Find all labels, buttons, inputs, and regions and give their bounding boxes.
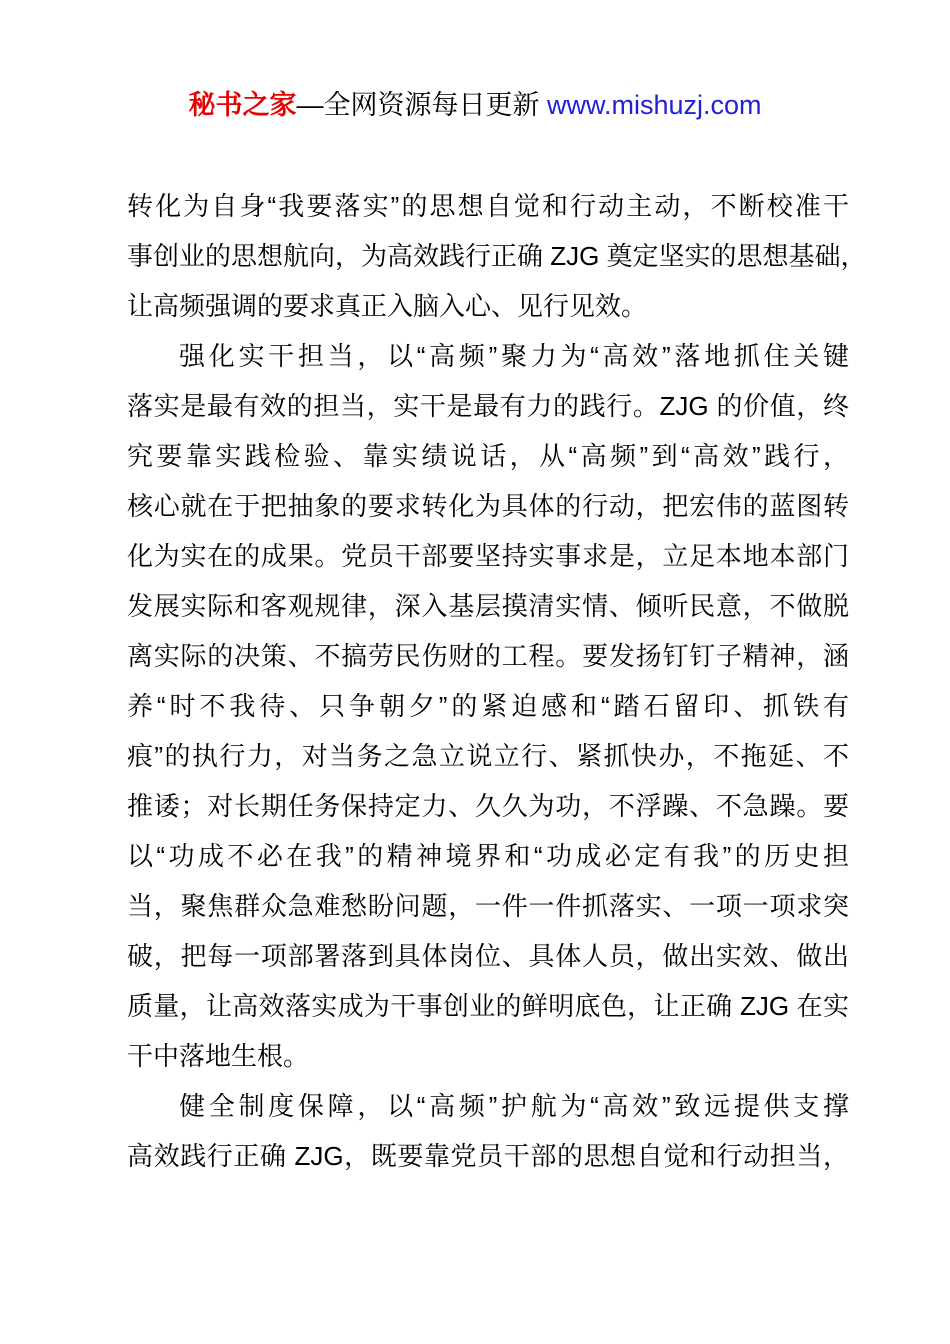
- text-line: 痕”的执行力，对当务之急立说立行、紧抓快办，不拖延、不: [127, 741, 849, 771]
- paragraph-1: [127, 181, 867, 331]
- text-line: 让高频强调的要求真正入脑入心、见行见效。: [127, 291, 648, 321]
- spacer: [539, 90, 547, 120]
- text-line: 养“时不我待、只争朝夕”的紧迫感和“踏石留印、抓铁有: [127, 691, 849, 721]
- text-line: 发展实际和客观规律，深入基层摸清实情、倾听民意，不做脱: [127, 591, 849, 621]
- text-line: 以“功成不必在我”的精神境界和“功成必定有我”的历史担: [127, 841, 849, 871]
- text-line: 高效践行正确 ZJG，既要靠党员干部的思想自觉和行动担当，: [127, 1141, 849, 1171]
- text-line: 究要靠实践检验、靠实绩说话，从“高频”到“高效”践行，: [127, 441, 849, 471]
- site-name: 秘书之家: [188, 90, 297, 120]
- text-line: 离实际的决策、不搞劳民伤财的工程。要发扬钉钉子精神，涵: [127, 641, 849, 671]
- site-tagline: 全网资源每日更新: [323, 90, 540, 120]
- page-header: [0, 88, 950, 122]
- text-line: 干中落地生根。: [127, 1041, 310, 1071]
- header-separator: —: [296, 90, 324, 120]
- site-url-link[interactable]: www.mishuzj.com: [546, 90, 762, 120]
- text-line: 转化为自身“我要落实”的思想自觉和行动主动，不断校准干: [127, 191, 849, 221]
- paragraph-2: [127, 331, 849, 1081]
- text-line: 化为实在的成果。党员干部要坚持实事求是，立足本地本部门: [127, 541, 849, 571]
- text-line: 事创业的思想航向，为高效践行正确 ZJG 奠定坚实的思想基础，: [127, 241, 867, 271]
- text-line: 健全制度保障，以“高频”护航为“高效”致远提供支撑: [179, 1091, 849, 1121]
- text-line: 强化实干担当，以“高频”聚力为“高效”落地抓住关键: [179, 341, 849, 371]
- text-line: 落实是最有效的担当，实干是最有力的践行。ZJG 的价值，终: [127, 391, 849, 421]
- paragraph-3: [127, 1081, 849, 1181]
- text-line: 当，聚焦群众急难愁盼问题，一件一件抓落实、一项一项求突: [127, 891, 849, 921]
- document-body: [127, 181, 867, 1181]
- text-line: 破，把每一项部署落到具体岗位、具体人员，做出实效、做出: [127, 941, 849, 971]
- text-line: 质量，让高效落实成为干事创业的鲜明底色，让正确 ZJG 在实: [127, 991, 849, 1021]
- text-line: 推诿；对长期任务保持定力、久久为功，不浮躁、不急躁。要: [127, 791, 849, 821]
- text-line: 核心就在于把抽象的要求转化为具体的行动，把宏伟的蓝图转: [127, 491, 849, 521]
